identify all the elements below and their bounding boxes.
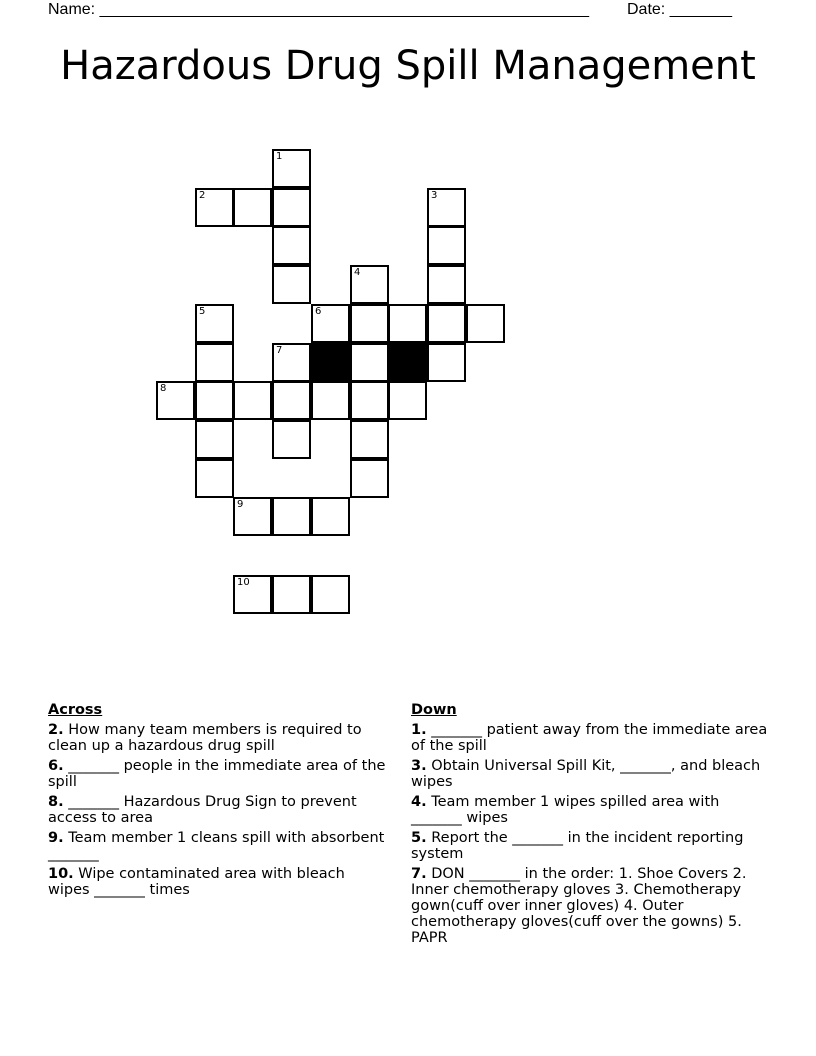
name-field-line: Name: _______________________________________________________ — [48, 1, 589, 18]
clue-number: 5 — [199, 306, 206, 317]
across-clue — [48, 866, 386, 898]
clue-number: 6 — [315, 306, 322, 317]
across-clue-list — [48, 722, 386, 898]
page-title: Hazardous Drug Spill Management — [60, 43, 756, 89]
grid-cell[interactable] — [311, 304, 350, 343]
grid-cell[interactable] — [233, 381, 272, 420]
date-field-line: Date: _______ — [627, 1, 732, 18]
grid-cell[interactable] — [311, 575, 350, 614]
clue-number: 7. — [411, 866, 427, 882]
grid-cell[interactable] — [388, 304, 427, 343]
clue-number: 3. — [411, 758, 427, 774]
grid-cell[interactable] — [195, 420, 234, 459]
clue-number: 5. — [411, 830, 427, 846]
clue-number: 8 — [160, 383, 167, 394]
grid-cell[interactable] — [427, 226, 466, 265]
grid-cell[interactable] — [272, 343, 311, 382]
clue-number: 10 — [237, 577, 250, 588]
grid-cell[interactable] — [272, 497, 311, 536]
blocked-cell — [388, 343, 427, 382]
clue-number: 9. — [48, 830, 64, 846]
grid-cell[interactable] — [466, 304, 505, 343]
grid-cell[interactable] — [427, 188, 466, 227]
grid-cell[interactable] — [350, 420, 389, 459]
grid-cell[interactable] — [272, 188, 311, 227]
grid-cell[interactable] — [195, 304, 234, 343]
grid-cell[interactable] — [388, 381, 427, 420]
grid-cell[interactable] — [272, 226, 311, 265]
grid-cell[interactable] — [233, 188, 272, 227]
blocked-cell — [311, 343, 350, 382]
clue-number: 1. — [411, 722, 427, 738]
grid-cell[interactable] — [427, 265, 466, 304]
grid-cell[interactable] — [350, 343, 389, 382]
clue-number: 4. — [411, 794, 427, 810]
grid-cell[interactable] — [272, 381, 311, 420]
grid-cell[interactable] — [272, 149, 311, 188]
grid-cell[interactable] — [195, 459, 234, 498]
clue-text: Team member 1 wipes spilled area with _______ wipes — [411, 794, 720, 826]
down-heading: Down — [411, 702, 457, 718]
down-clue-list — [411, 722, 771, 946]
grid-cell[interactable] — [233, 497, 272, 536]
clue-number: 1 — [276, 151, 283, 162]
clue-number: 2 — [199, 190, 206, 201]
grid-cell[interactable] — [311, 497, 350, 536]
across-clue — [48, 722, 386, 754]
grid-cell[interactable] — [195, 381, 234, 420]
clue-text: Team member 1 cleans spill with absorbent _______ — [48, 830, 385, 862]
down-clue — [411, 758, 771, 790]
across-clue — [48, 830, 386, 862]
clue-number: 2. — [48, 722, 64, 738]
clue-text: Report the _______ in the incident reporting system — [411, 830, 744, 862]
clue-text: How many team members is required to clean up a hazardous drug spill — [48, 722, 362, 754]
grid-cell[interactable] — [272, 420, 311, 459]
clue-text: Obtain Universal Spill Kit, _______, and bleach wipes — [411, 758, 761, 790]
grid-cell[interactable] — [350, 459, 389, 498]
down-clue — [411, 722, 771, 754]
clue-number: 7 — [276, 345, 283, 356]
across-clue — [48, 794, 386, 826]
grid-cell[interactable] — [350, 304, 389, 343]
grid-cell[interactable] — [272, 575, 311, 614]
down-clue — [411, 830, 771, 862]
down-clue — [411, 866, 771, 946]
across-heading: Across — [48, 702, 103, 718]
across-clues — [48, 702, 386, 902]
clue-text: _______ patient away from the immediate area of the spill — [411, 722, 768, 754]
clue-number: 10. — [48, 866, 74, 882]
clue-text: _______ Hazardous Drug Sign to prevent access to area — [48, 794, 357, 826]
down-clue — [411, 794, 771, 826]
clue-text: _______ people in the immediate area of the spill — [48, 758, 386, 790]
clue-number: 6. — [48, 758, 64, 774]
grid-cell[interactable] — [156, 381, 195, 420]
down-clues — [411, 702, 771, 950]
grid-cell[interactable] — [427, 343, 466, 382]
clue-text: Wipe contaminated area with bleach wipes _______ times — [48, 866, 345, 898]
clue-text: DON _______ in the order: 1. Shoe Covers 2. Inner chemotherapy gloves 3. Chemotherapy gown(cuff over inner gloves) 4. Outer chemotherapy gloves(cuff over the gowns) 5. PAPR — [411, 866, 747, 946]
grid-cell[interactable] — [272, 265, 311, 304]
clue-number: 8. — [48, 794, 64, 810]
grid-cell[interactable] — [311, 381, 350, 420]
grid-cell[interactable] — [350, 265, 389, 304]
grid-cell[interactable] — [350, 381, 389, 420]
clue-number: 4 — [354, 267, 361, 278]
clue-number: 9 — [237, 499, 244, 510]
clue-number: 3 — [431, 190, 438, 201]
grid-cell[interactable] — [195, 188, 234, 227]
grid-cell[interactable] — [195, 343, 234, 382]
grid-cell[interactable] — [427, 304, 466, 343]
across-clue — [48, 758, 386, 790]
grid-cell[interactable] — [233, 575, 272, 614]
